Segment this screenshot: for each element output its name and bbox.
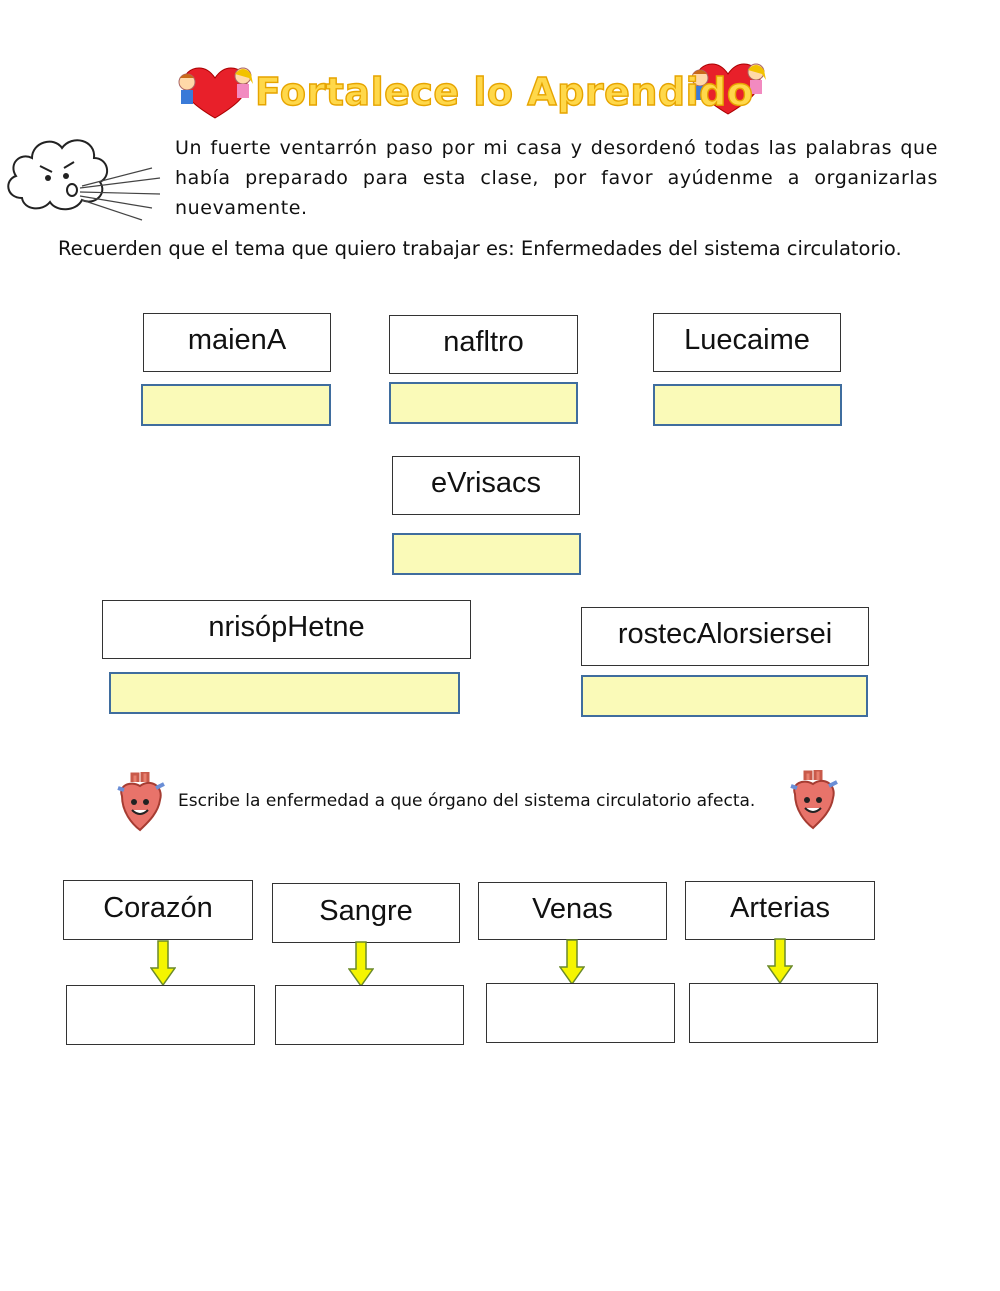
arrow-down-icon	[150, 940, 176, 986]
wind-cloud-icon	[2, 128, 164, 226]
arrow-down-icon	[767, 938, 793, 984]
answer-field-2[interactable]	[389, 382, 578, 424]
heart-kids-left-icon	[175, 64, 257, 120]
section2-instruction: Escribe la enfermedad a que órgano del sistema circulatorio afecta.	[178, 791, 756, 811]
answer-field-6[interactable]	[581, 675, 868, 717]
page-title: Fortalece lo Aprendido	[255, 70, 754, 114]
organ-label-venas: Venas	[478, 882, 667, 940]
organ-label-arterias: Arterias	[685, 881, 875, 940]
organ-answer-venas[interactable]	[486, 983, 675, 1043]
arrow-down-icon	[559, 939, 585, 985]
arrow-down-icon	[348, 941, 374, 987]
scrambled-word-2: nafltro	[389, 315, 578, 374]
organ-label-corazon: Corazón	[63, 880, 253, 940]
scrambled-word-6: rostecAlorsiersei	[581, 607, 869, 666]
topic-text: Recuerden que el tema que quiero trabajar es: Enfermedades del sistema circulatorio.	[58, 237, 902, 260]
scrambled-word-1: maienA	[143, 313, 331, 372]
scrambled-word-3: Luecaime	[653, 313, 841, 372]
scrambled-word-5: nrisópHetne	[102, 600, 471, 659]
scrambled-word-4: eVrisacs	[392, 456, 580, 515]
organ-answer-corazon[interactable]	[66, 985, 255, 1045]
answer-field-4[interactable]	[392, 533, 581, 575]
heart-organ-icon	[116, 772, 166, 832]
organ-label-sangre: Sangre	[272, 883, 460, 943]
answer-field-5[interactable]	[109, 672, 460, 714]
heart-organ-icon	[789, 770, 839, 830]
intro-text: Un fuerte ventarrón paso por mi casa y desordenó todas las palabras que había preparado para esta clase, por favor ayúdenme a organizarlas nuevamente.	[175, 137, 938, 219]
organ-answer-arterias[interactable]	[689, 983, 878, 1043]
answer-field-3[interactable]	[653, 384, 842, 426]
answer-field-1[interactable]	[141, 384, 331, 426]
organ-answer-sangre[interactable]	[275, 985, 464, 1045]
